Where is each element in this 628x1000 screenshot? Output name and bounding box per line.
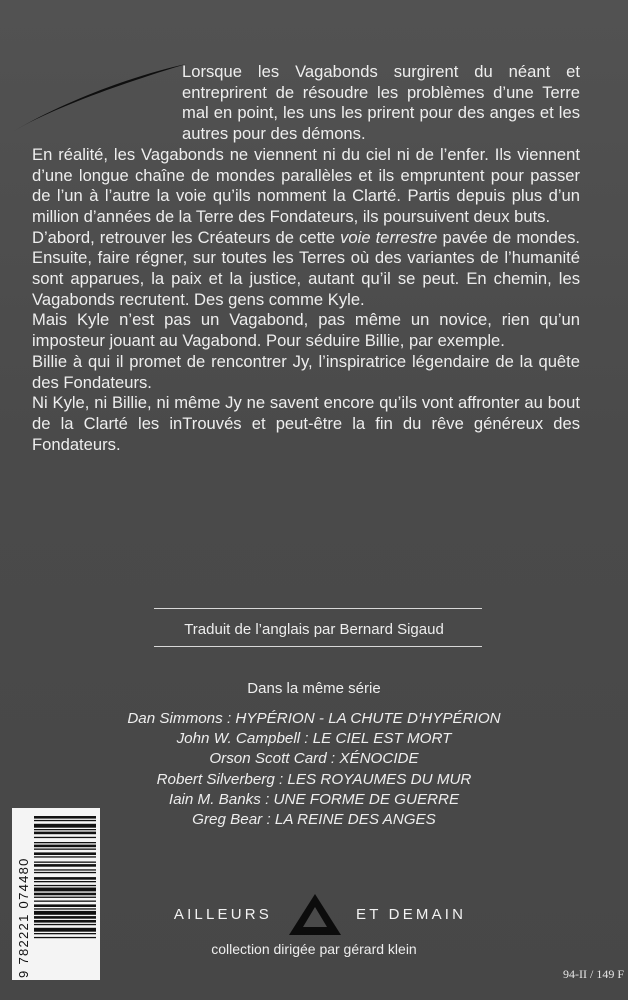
blurb-paragraph-4: Mais Kyle n’est pas un Vagabond, pas même un novice, rien qu’un imposteur jouant au Vagabond. Pour séduire Billie, par exemple. xyxy=(32,310,580,351)
blurb-paragraph-1: Lorsque les Vagabonds surgirent du néant et entreprirent de résoudre les problèmes d’une Terre mal en point, les uns les prirent pour des anges et les autres pour des démons. xyxy=(182,62,580,144)
barcode-bar xyxy=(34,885,96,886)
series-book: John W. Campbell : LE CIEL EST MORT xyxy=(176,730,452,748)
divider-bottom xyxy=(154,646,482,647)
barcode-bar xyxy=(34,937,96,938)
barcode-bar xyxy=(34,864,96,867)
blurb-paragraph-6: Ni Kyle, ni Billie, ni même Jy ne savent encore qu’ils vont affronter au bout de la Clarté les inTrouvés et peut-être la fin du rêve généreux des Fondateurs. xyxy=(32,393,580,454)
collection-director: collection dirigée par gérard klein xyxy=(211,941,417,957)
barcode-bar xyxy=(34,832,96,835)
blurb-italic-phrase: voie terrestre xyxy=(340,227,438,247)
barcode-bar xyxy=(34,877,96,880)
blurb-paragraph-3-end: pavée de mondes. Ensuite, faire régner, sur toutes les Terres où des variantes de l’humanité sont apparues, la paix et la justice, autant qu’il se peut. En chemin, les Vagabonds recrutent. Des gens comme Kyle. xyxy=(32,227,580,309)
publisher-mark xyxy=(0,893,628,937)
barcode-bar xyxy=(34,837,96,838)
publisher-name-left: AILLEURS xyxy=(173,906,272,923)
barcode-bar xyxy=(34,869,96,870)
series-book: Orson Scott Card : XÉNOCIDE xyxy=(209,750,419,768)
series-book: Greg Bear : LA REINE DES ANGES xyxy=(192,811,436,829)
barcode-bar xyxy=(34,824,96,828)
blurb-paragraph-5: Billie à qui il promet de rencontrer Jy, l’inspiratrice légendaire de la quête des Fondateurs. xyxy=(32,351,580,392)
blurb-text xyxy=(32,62,580,455)
translation-credit: Traduit de l’anglais par Bernard Sigaud xyxy=(184,621,444,638)
series-book: Robert Silverberg : LES ROYAUMES DU MUR xyxy=(156,770,472,788)
blurb-paragraph-3 xyxy=(32,228,580,311)
barcode-bar xyxy=(34,820,96,821)
barcode-bar xyxy=(34,845,96,848)
barcode-bar xyxy=(34,862,96,863)
barcode-bar xyxy=(34,816,96,819)
barcode-bar xyxy=(34,872,96,873)
triangle-logo-icon xyxy=(287,893,343,937)
blurb-paragraph-2: En réalité, les Vagabonds ne viennent ni du ciel ni de l’enfer. Ils viennent d’une longue chaîne de mondes parallèles et ils empruntent pour passer de l’un à l’autre la voie qu’ils nomment la Clarté. Partis depuis plus d’un million d’années de la Terre des Fondateurs, ils poursuivent deux buts. xyxy=(32,144,580,226)
series-book: Dan Simmons : HYPÉRION - LA CHUTE D’HYPÉRION xyxy=(127,710,501,727)
blurb-paragraph-3-start: D’abord, retrouver les Créateurs de cette xyxy=(32,227,341,247)
barcode-bar xyxy=(34,849,96,850)
barcode-bar xyxy=(34,881,96,882)
barcode-bar xyxy=(34,888,96,892)
divider-top xyxy=(154,608,482,609)
publisher-name-right: ET DEMAIN xyxy=(356,906,467,923)
series-heading: Dans la même série xyxy=(247,680,381,697)
barcode-bar xyxy=(34,829,96,830)
series-book: Iain M. Banks : UNE FORME DE GUERRE xyxy=(168,790,460,808)
barcode-bar xyxy=(34,852,96,855)
isbn-digits-text: 9 782221 074480 xyxy=(16,857,31,978)
barcode-bar xyxy=(34,842,96,843)
barcode-bar xyxy=(34,856,96,857)
price-code: 94-II / 149 F xyxy=(563,967,624,981)
